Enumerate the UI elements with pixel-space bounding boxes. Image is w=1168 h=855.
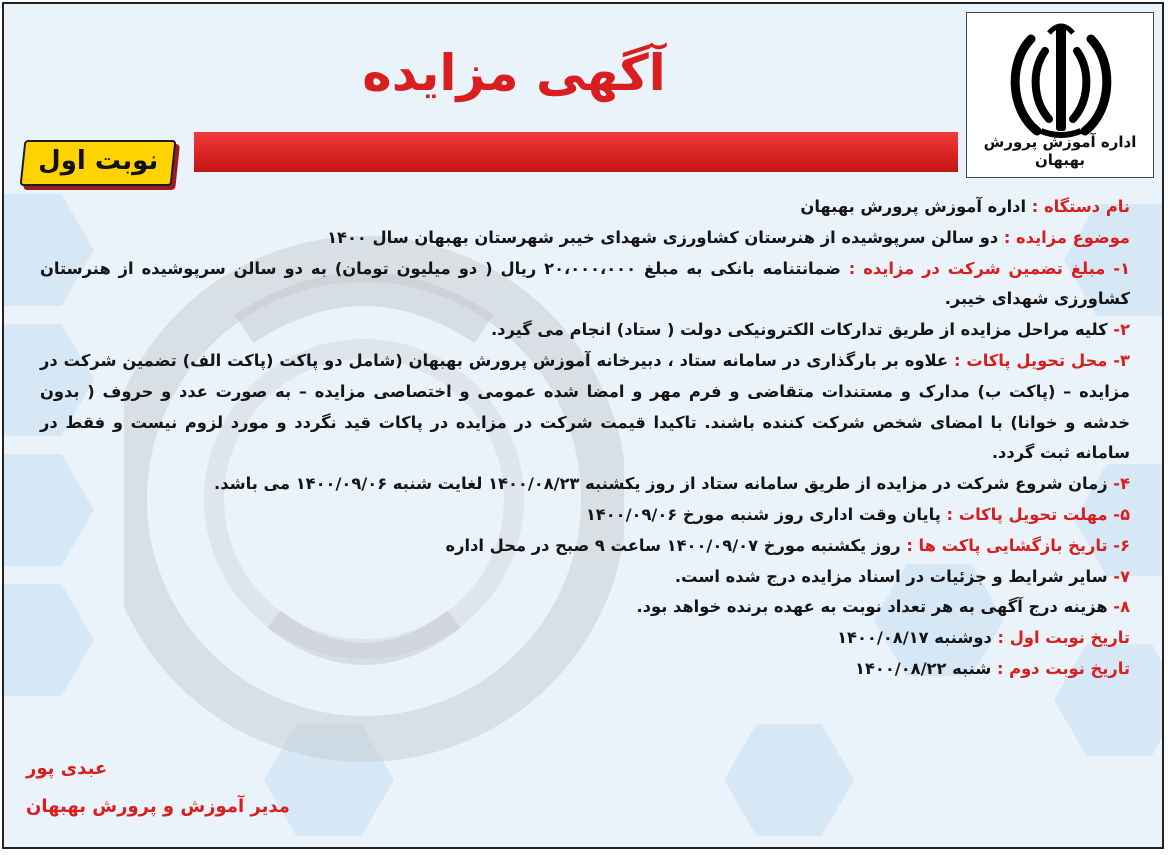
item-4 [40, 469, 1130, 500]
item-6 [40, 531, 1130, 562]
first-round-date-label: تاریخ نوبت اول : [997, 628, 1130, 648]
org-line [40, 192, 1130, 223]
item-1-value: ضمانتنامه بانکی به مبلغ ۲۰،۰۰۰،۰۰۰ ریال ( دو میلیون تومان) به دو سالن سرپوشیده از هنرستان کشاورزی شهدای خیبر. [40, 258, 1130, 309]
item-5-value: پایان وقت اداری روز شنبه مورخ ۱۴۰۰/۰۹/۰۶ [585, 504, 941, 524]
item-5 [40, 500, 1130, 531]
header-red-bar [194, 132, 958, 172]
item-3-label: ۳- محل تحویل پاکات : [953, 350, 1130, 370]
item-4-number: ۴- [1113, 474, 1130, 494]
item-6-value: روز یکشنبه مورخ ۱۴۰۰/۰۹/۰۷ ساعت ۹ صبح در محل اداره [445, 535, 901, 555]
iran-emblem-icon [1001, 21, 1121, 139]
organization-caption: اداره آموزش پرورش بهبهان [983, 133, 1137, 169]
logo-box [966, 12, 1154, 178]
subject-label: موضوع مزایده : [1003, 227, 1130, 247]
subject-value: دو سالن سرپوشیده از هنرستان کشاورزی شهدای خیبر شهرستان بهبهان سال ۱۴۰۰ [327, 227, 999, 247]
org-value: اداره آموزش پرورش بهبهان [800, 197, 1027, 216]
signature-block [26, 750, 290, 826]
page-title: آگهی مزایده [362, 44, 666, 102]
org-label: نام دستگاه : [1031, 197, 1130, 216]
subject-line [40, 223, 1130, 254]
first-round-date [40, 623, 1130, 654]
item-7 [40, 562, 1130, 593]
signatory-role: مدیر آموزش و پرورش بهبهان [26, 796, 290, 817]
background-hexagon [724, 724, 854, 836]
round-badge-label: نوبت اول [38, 146, 159, 176]
item-4-value: زمان شروع شرکت در مزایده از طریق سامانه ستاد از روز یکشنبه ۱۴۰۰/۰۸/۲۳ لغایت شنبه ۱۴۰۰/۰۹/۰۶ می باشد. [214, 474, 1108, 494]
item-1-label: ۱- مبلغ تضمین شرکت در مزایده : [848, 258, 1131, 278]
item-5-label: ۵- مهلت تحویل پاکات : [946, 504, 1130, 524]
item-8-value: هزینه درج آگهی به هر تعداد نوبت به عهده برنده خواهد بود. [636, 597, 1108, 617]
item-8 [40, 592, 1130, 623]
item-6-label: ۶- تاریخ بازگشایی پاکت ها : [906, 535, 1130, 555]
second-round-date [40, 654, 1130, 685]
auction-notice-page [2, 2, 1164, 849]
second-round-date-value: شنبه ۱۴۰۰/۰۸/۲۲ [855, 658, 992, 678]
item-2-number: ۲- [1113, 320, 1130, 340]
first-round-date-value: دوشنبه ۱۴۰۰/۰۸/۱۷ [837, 628, 992, 648]
signatory-name: عبدی پور [26, 758, 108, 779]
item-7-number: ۷- [1113, 566, 1130, 586]
item-1 [40, 254, 1130, 316]
item-3-value: علاوه بر بارگذاری در سامانه ستاد ، دبیرخانه آموزش پرورش بهبهان (شامل دو پاکت (پاکت الف) تضمین شرکت در مزایده – (پاکت ب) مدارک و مستندات متقاضی و فرم مهر و امضا شده عمومی و اختصاصی مزایده – به صورت عدد و حروف ( بدون خدشه و خوانا) با امضای شخص شرکت کننده باشند. تاکیدا قیمت شرکت در مزایده در پاکات قید نگردد و مورد لزوم نیست و فقط در سامانه ثبت گردد. [40, 350, 1130, 463]
notice-body [40, 192, 1130, 685]
second-round-date-label: تاریخ نوبت دوم : [996, 658, 1130, 678]
round-badge [20, 140, 177, 186]
item-7-value: سایر شرایط و جزئیات در اسناد مزایده درج شده است. [674, 566, 1108, 586]
item-8-number: ۸- [1113, 597, 1130, 617]
item-2 [40, 315, 1130, 346]
item-3 [40, 346, 1130, 469]
item-2-value: کلیه مراحل مزایده از طریق تدارکات الکترونیکی دولت ( ستاد) انجام می گیرد. [490, 320, 1108, 340]
